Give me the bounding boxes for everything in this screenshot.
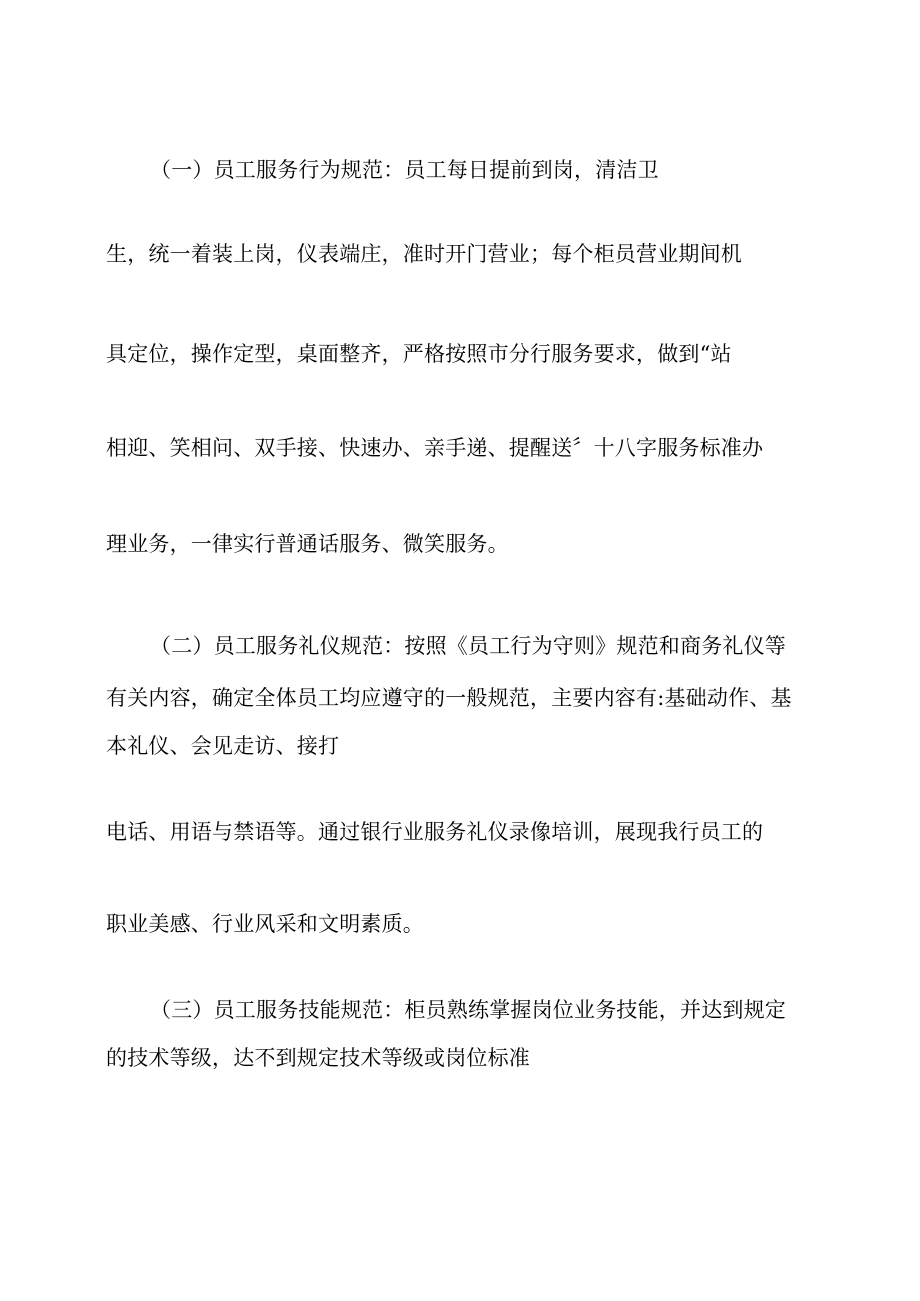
paragraph-1-line-4: 相迎、笑相问、双手接、快速办、亲手递、提醒送〞十八字服务标准办 [106, 436, 764, 460]
paragraph-1-line-2: 生，统一着装上岗，仪表端庄，准时开门营业；每个柜员营业期间机 [106, 242, 742, 266]
paragraph-2-line-4: 电话、用语与禁语等。通过银行业服务礼仪录像培训，展现我行员工的 [106, 820, 764, 844]
paragraph-3-line-1: （三）员工服务技能规范：柜员熟练掌握岗位业务技能，并达到规定 [150, 998, 786, 1022]
paragraph-3-line-2: 的技术等级，达不到规定技术等级或岗位标准 [106, 1046, 530, 1070]
paragraph-1-line-1: （一）员工服务行为规范：员工每日提前到岗，清洁卫 [150, 158, 659, 182]
paragraph-1-line-5: 理业务，一律实行普通话服务、微笑服务。 [106, 532, 509, 556]
paragraph-2-line-1: （二）员工服务礼仪规范：按照《员工行为守则》规范和商务礼仪等 [150, 634, 786, 658]
paragraph-2-line-2: 有关内容，确定全体员工均应遵守的一般规范，主要内容有:基础动作、基 [106, 686, 792, 710]
paragraph-2-line-5: 职业美感、行业风采和文明素质。 [106, 912, 424, 936]
paragraph-1-line-3: 具定位，操作定型，桌面整齐，严格按照市分行服务要求，做到“站 [106, 342, 732, 366]
paragraph-2-line-3: 本礼仪、会见走访、接打 [106, 734, 340, 758]
